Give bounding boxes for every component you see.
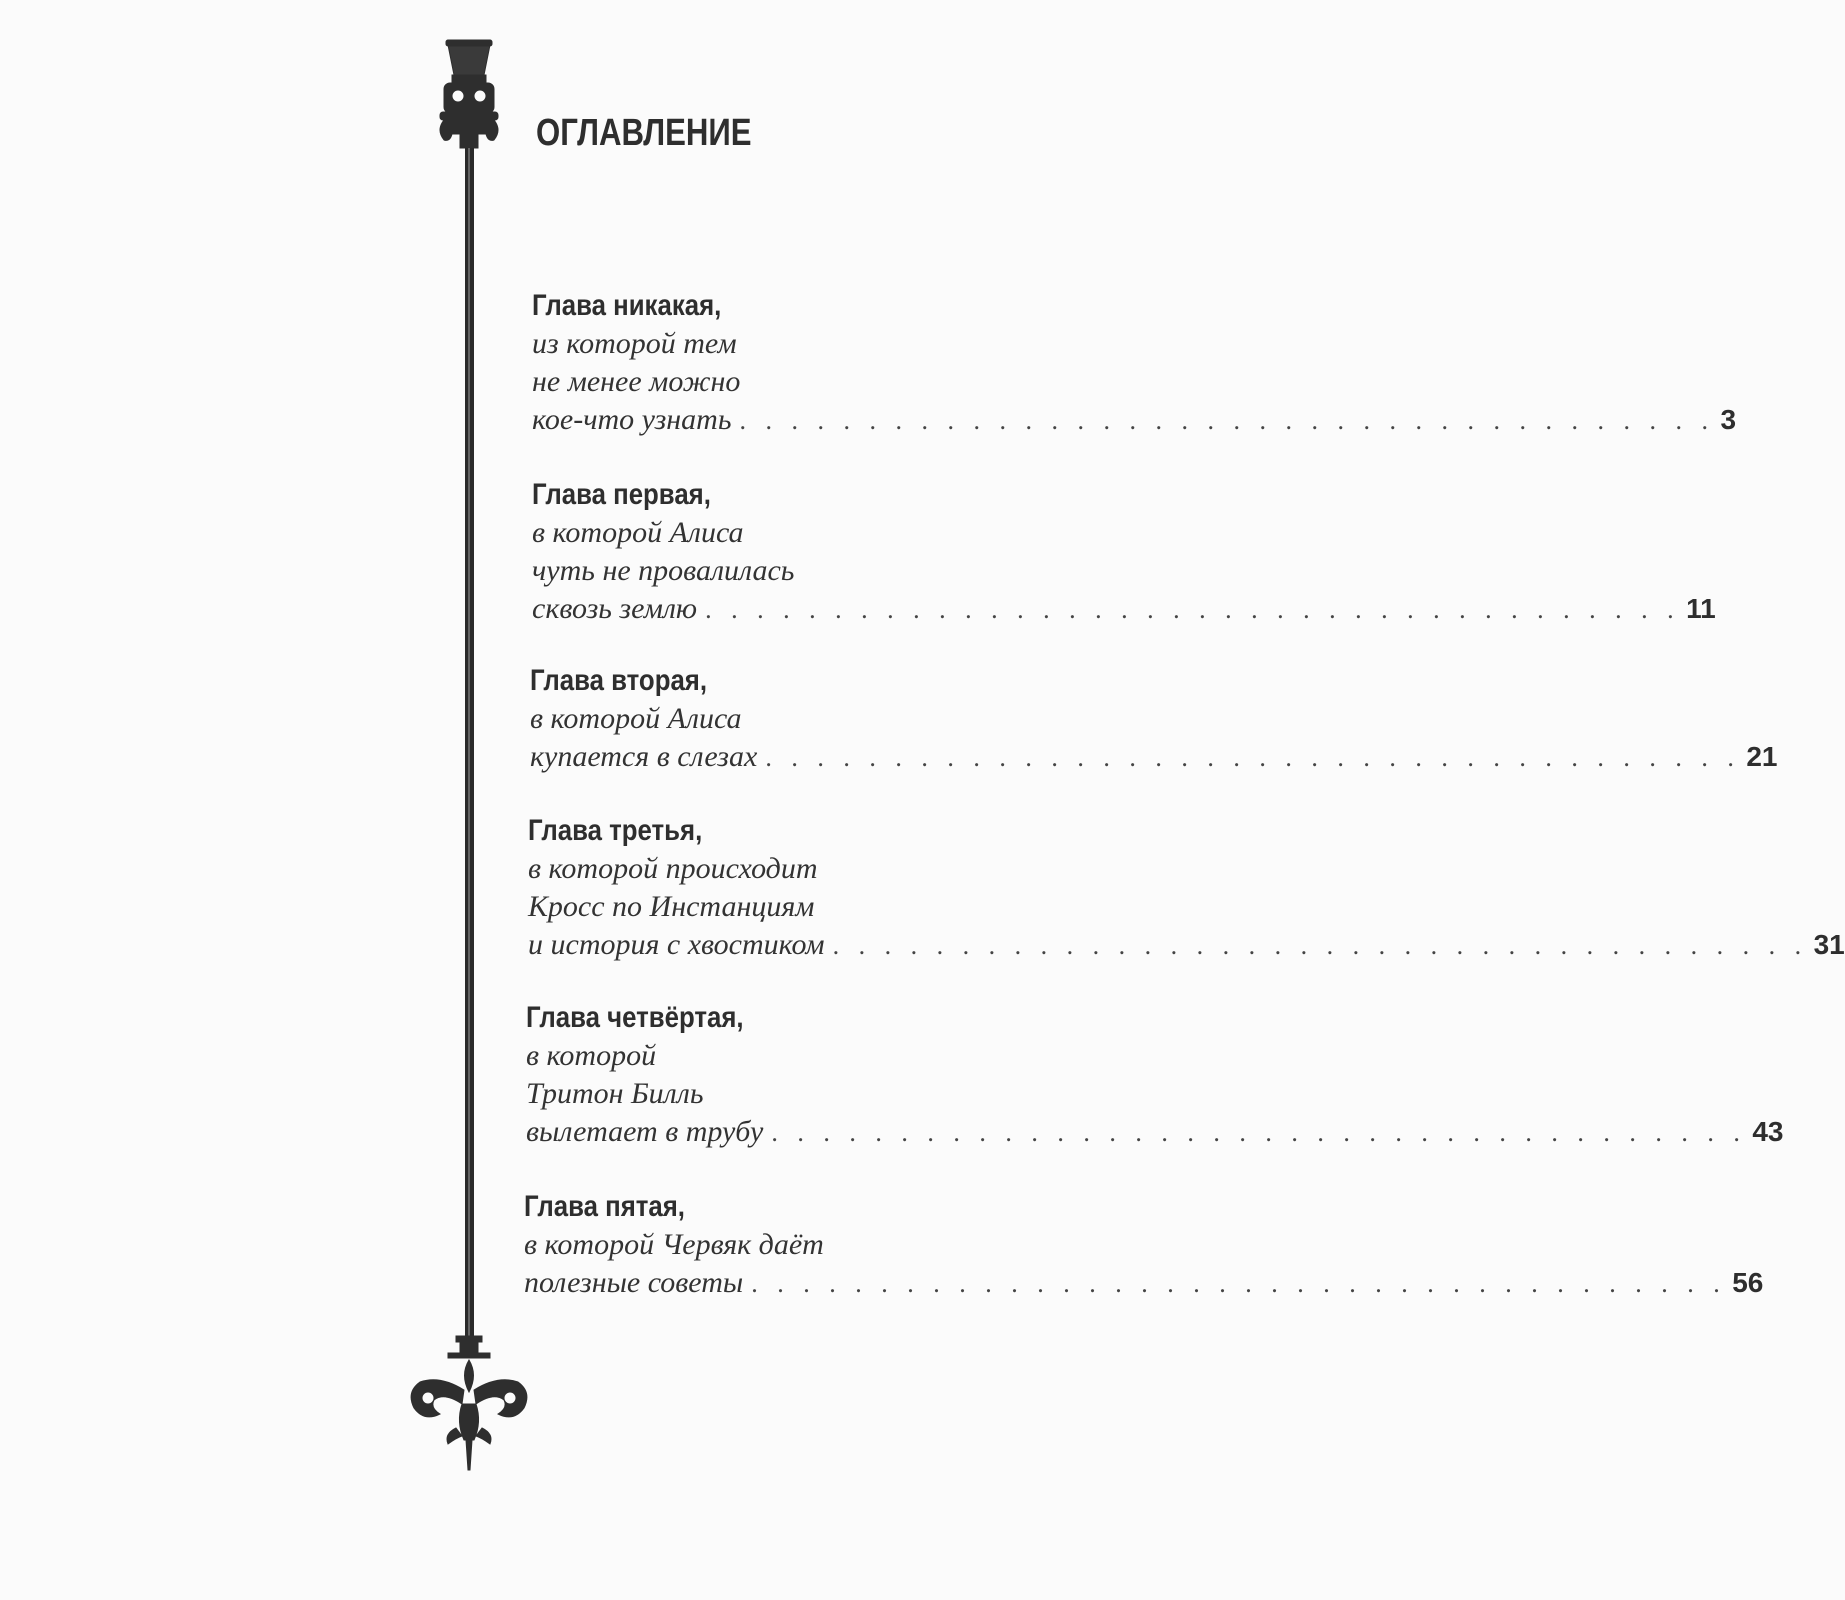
toc-entry[interactable]	[528, 812, 1845, 964]
toc-leader-row	[532, 590, 1716, 628]
dot-leader: . . . . . . . . . . . . . . . . . . . . . . . . . . . . . . . . . . . . . .	[832, 931, 1808, 960]
toc-entry[interactable]	[532, 287, 1737, 439]
dot-leader: . . . . . . . . . . . . . . . . . . . . . . . . . . . . . . . . . . . . . .	[771, 1118, 1747, 1147]
decorative-rod-ornament	[400, 30, 530, 1490]
chapter-subtitle-line: полезные советы	[524, 1266, 744, 1299]
chapter-title: Глава первая,	[532, 478, 711, 511]
toc-entry[interactable]	[526, 999, 1784, 1151]
chapter-subtitle-line: в которой Червяк даёт	[524, 1228, 824, 1261]
chapter-title: Глава пятая,	[524, 1190, 685, 1223]
page-number: 3	[1720, 404, 1737, 435]
toc-leader-row	[526, 1113, 1784, 1151]
toc-entry[interactable]	[532, 476, 1716, 628]
toc-leader-row	[532, 401, 1737, 439]
page-number: 11	[1686, 593, 1716, 624]
chapter-subtitle-line: купается в слезах	[530, 740, 758, 773]
page-number: 31	[1813, 929, 1845, 960]
chapter-title: Глава третья,	[528, 814, 703, 847]
page-number: 21	[1746, 741, 1778, 772]
chapter-subtitle-line: в которой Алиса	[532, 516, 744, 549]
chapter-subtitle-line: сквозь землю	[532, 592, 698, 625]
chapter-subtitle-line: в которой происходит	[528, 852, 818, 885]
candlestick-finial-icon	[440, 40, 498, 148]
toc-entry[interactable]	[530, 662, 1778, 776]
toc-leader-row	[524, 1264, 1764, 1302]
chapter-subtitle-line: чуть не провалилась	[532, 554, 795, 587]
chapter-title: Глава никакая,	[532, 289, 722, 322]
dot-leader: . . . . . . . . . . . . . . . . . . . . . . . . . . . . . . . . . . . . . .	[739, 406, 1715, 435]
chapter-subtitle-line: из которой тем	[532, 327, 737, 360]
dot-leader: . . . . . . . . . . . . . . . . . . . . . . . . . . . . . . . . . . . . . .	[705, 595, 1681, 624]
chapter-subtitle-line: Тритон Билль	[526, 1077, 704, 1110]
chapter-subtitle-line: Кросс по Инстанциям	[528, 890, 815, 923]
chapter-subtitle-line: в которой Алиса	[530, 702, 742, 735]
chapter-subtitle-line: кое-что узнать	[532, 403, 732, 436]
page-number: 43	[1752, 1116, 1784, 1147]
dot-leader: . . . . . . . . . . . . . . . . . . . . . . . . . . . . . . . . . . . . . .	[765, 743, 1741, 772]
toc-leader-row	[528, 926, 1845, 964]
chapter-title: Глава четвёртая,	[526, 1001, 744, 1034]
toc-entry[interactable]	[524, 1188, 1764, 1302]
chapter-subtitle-line: не менее можно	[532, 365, 741, 398]
fleur-ornament-icon	[411, 1336, 527, 1470]
chapter-title: Глава вторая,	[530, 664, 708, 697]
chapter-subtitle-line: и история с хвостиком	[528, 928, 825, 961]
page-title: ОГЛАВЛЕНИЕ	[536, 112, 752, 154]
page-number: 56	[1732, 1267, 1764, 1298]
dot-leader: . . . . . . . . . . . . . . . . . . . . . . . . . . . . . . . . . . . . . .	[751, 1269, 1727, 1298]
chapter-subtitle-line: вылетает в трубу	[526, 1115, 764, 1148]
toc-leader-row	[530, 738, 1778, 776]
chapter-subtitle-line: в которой	[526, 1039, 657, 1072]
